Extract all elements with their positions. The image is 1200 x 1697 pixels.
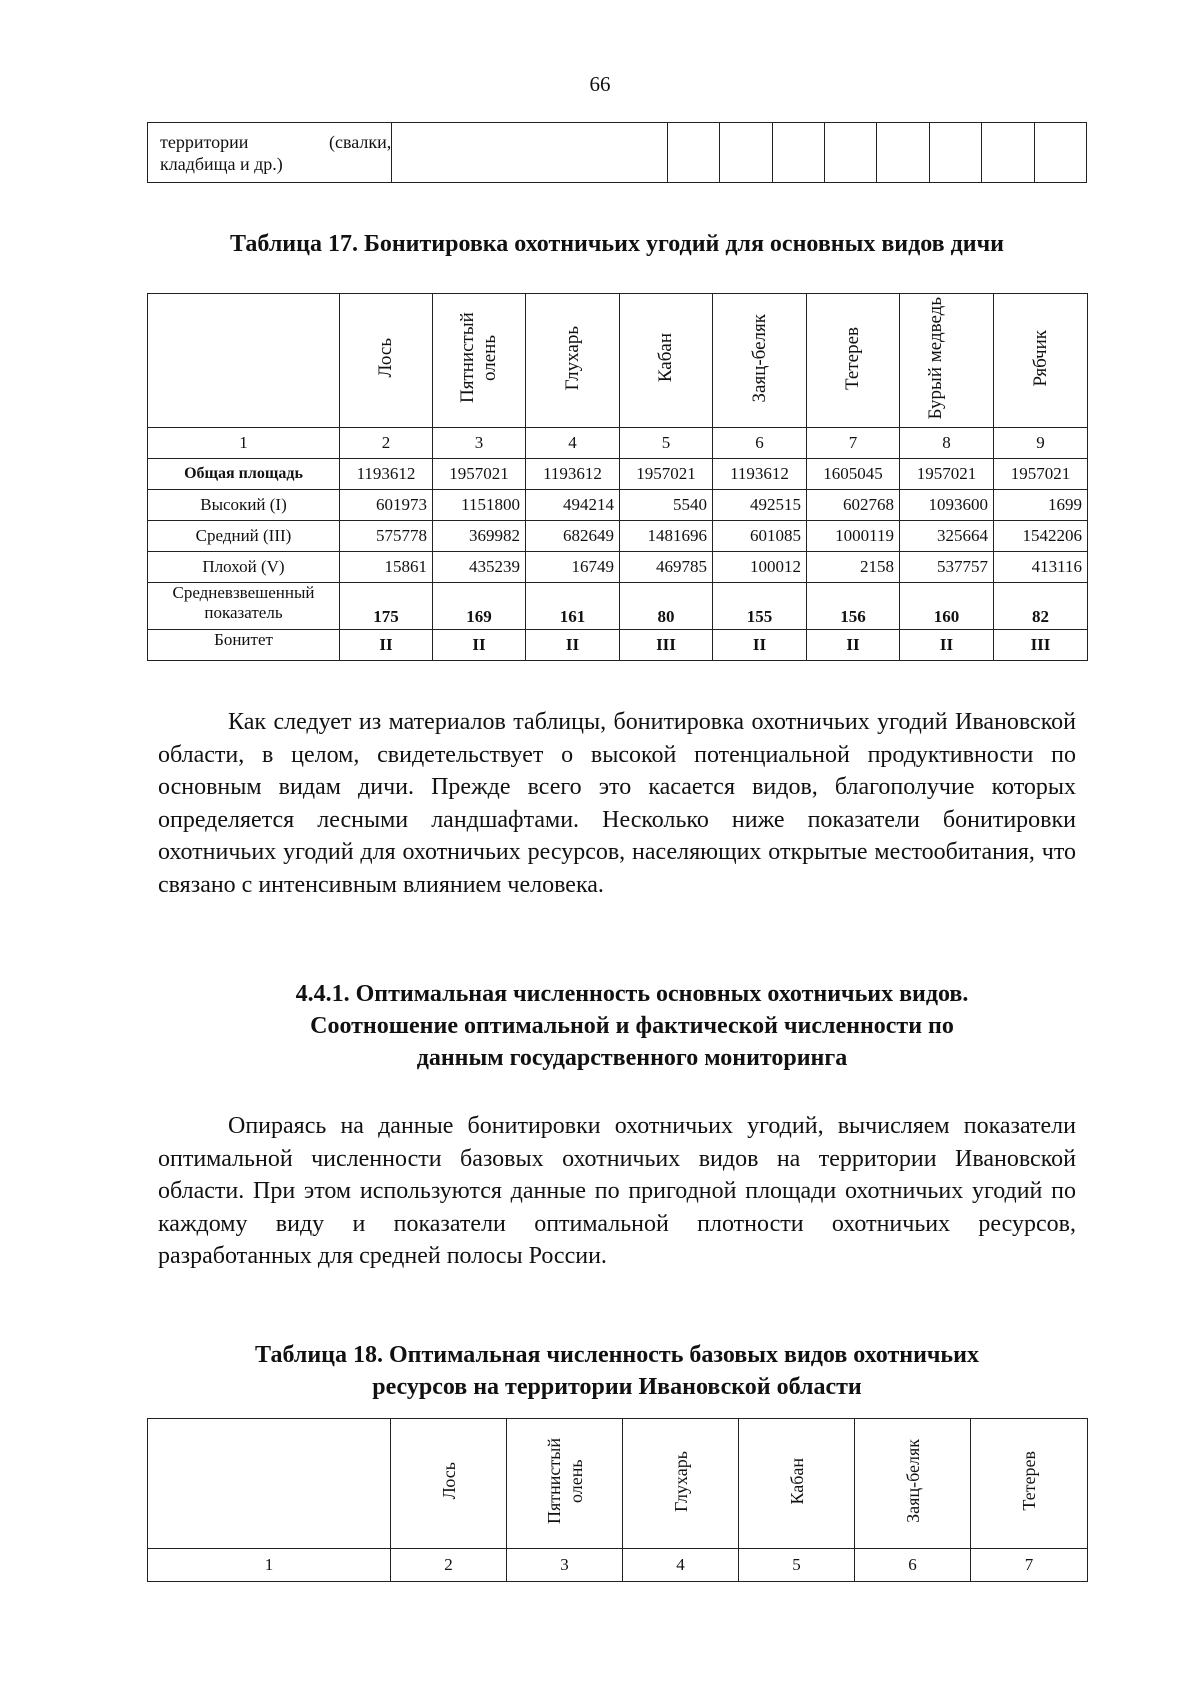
table17-corner-cell [148, 294, 340, 428]
table-cell: 601085 [713, 521, 807, 552]
table-cell: 1605045 [807, 459, 900, 490]
table-cell: 80 [620, 583, 713, 630]
col-number: 2 [340, 428, 433, 459]
table-cell: 160 [900, 583, 994, 630]
table-cell [772, 123, 824, 183]
table-cell: 155 [713, 583, 807, 630]
table-cell: II [340, 630, 433, 661]
table-cell: II [713, 630, 807, 661]
table18-header-olen: Пятнистый олень [507, 1419, 623, 1549]
page-number: 66 [589, 72, 611, 96]
table-cell: 1542206 [994, 521, 1088, 552]
table17-header-kaban: Кабан [620, 294, 713, 428]
table-cell [929, 123, 981, 183]
table-cell: II [526, 630, 620, 661]
paragraph-method: Опираясь на данные бонитировки охотничьих угодий, вычисляем показатели оптимальной численности базовых охотничьих видов на территории Ивановской области. При этом используются данные по пригодной площади охотничьих угодий по каждому виду и показатели оптимальной плотности охотничьих ресурсов, разработанных для средней полосы России. [158, 1113, 1076, 1269]
row-label: Средний (III) [148, 521, 340, 552]
col-number: 8 [900, 428, 994, 459]
table-cell: 5540 [620, 490, 713, 521]
table18-caption-line2: ресурсов на территории Ивановской области [372, 1374, 862, 1400]
row-label: Плохой (V) [148, 552, 340, 583]
table-cell: 1481696 [620, 521, 713, 552]
col-number: 4 [526, 428, 620, 459]
col-number: 7 [971, 1549, 1088, 1582]
table17-header-olen: Пятнистый олень [433, 294, 526, 428]
section-heading-line1: 4.4.1. Оптимальная численность основных охотничьих видов. [295, 981, 969, 1007]
table-cell: 15861 [340, 552, 433, 583]
table-cell: 602768 [807, 490, 900, 521]
table-row [148, 583, 1088, 630]
table-cell: 156 [807, 583, 900, 630]
table-cell: 1193612 [526, 459, 620, 490]
table-cell: 1000119 [807, 521, 900, 552]
col-number: 5 [739, 1549, 855, 1582]
table-cell [982, 123, 1034, 183]
table18-header-glukhar: Глухарь [623, 1419, 739, 1549]
table-cell: 469785 [620, 552, 713, 583]
row-label: Общая площадь [148, 459, 340, 490]
table-cell: 575778 [340, 521, 433, 552]
table18 [147, 1418, 1088, 1582]
table-cell: 1957021 [994, 459, 1088, 490]
table-cell [1034, 123, 1086, 183]
col-number: 7 [807, 428, 900, 459]
table-cell: 494214 [526, 490, 620, 521]
table-cell [877, 123, 929, 183]
table-cell: II [807, 630, 900, 661]
col-number: 5 [620, 428, 713, 459]
table-row [148, 521, 1088, 552]
col-number: 6 [855, 1549, 971, 1582]
table-cell: 161 [526, 583, 620, 630]
table-cell [392, 123, 668, 183]
row-label: Средневзвешенный показатель [148, 583, 340, 630]
table-cell: 413116 [994, 552, 1088, 583]
table-row [148, 490, 1088, 521]
table17-header-medved: Бурый медведь [900, 294, 994, 428]
table18-header-zayats: Заяц-беляк [855, 1419, 971, 1549]
table-row [148, 630, 1088, 661]
table-cell: 492515 [713, 490, 807, 521]
table17-caption: Таблица 17. Бонитировка охотничьих угодий для основных видов дичи [230, 231, 1004, 257]
table-cell: III [620, 630, 713, 661]
table18-caption [147, 1339, 1087, 1403]
table-cell [825, 123, 877, 183]
table-cell: 682649 [526, 521, 620, 552]
col-number: 2 [391, 1549, 507, 1582]
row-label: Бонитет [148, 630, 340, 661]
col-number: 1 [148, 1549, 391, 1582]
col-number: 9 [994, 428, 1088, 459]
table17-header-los: Лось [340, 294, 433, 428]
table-cell: 1699 [994, 490, 1088, 521]
table18-corner-cell [148, 1419, 391, 1549]
col-number: 4 [623, 1549, 739, 1582]
col-number: 1 [148, 428, 340, 459]
table-cell: 369982 [433, 521, 526, 552]
section-heading [147, 978, 1087, 1074]
table-cell: III [994, 630, 1088, 661]
table-cell: 82 [994, 583, 1088, 630]
table-cell [720, 123, 772, 183]
col-number: 3 [507, 1549, 623, 1582]
table-cell-label: территории (свалки, кладбища и др.) [148, 123, 392, 183]
table-cell: 1957021 [433, 459, 526, 490]
table-cell: 169 [433, 583, 526, 630]
previous-table-continuation [147, 122, 1087, 183]
table-cell: 1151800 [433, 490, 526, 521]
table18-header-kaban: Кабан [739, 1419, 855, 1549]
table17-header-ryabchik: Рябчик [994, 294, 1088, 428]
table-cell: II [900, 630, 994, 661]
col-number: 6 [713, 428, 807, 459]
table-cell: 435239 [433, 552, 526, 583]
table18-header-los: Лось [391, 1419, 507, 1549]
table-cell: 1093600 [900, 490, 994, 521]
table-cell: 1957021 [620, 459, 713, 490]
col-number: 3 [433, 428, 526, 459]
table-cell: 537757 [900, 552, 994, 583]
table-cell: II [433, 630, 526, 661]
table-cell: 1193612 [340, 459, 433, 490]
paragraph-conclusion: Как следует из материалов таблицы, бонитировка охотничьих угодий Ивановской области, в целом, свидетельствует о высокой потенциальной продуктивности по основным видам дичи. Прежде всего это касается видов, благополучие которых определяется лесными ландшафтами. Несколько ниже показатели бонитировки охотничьих угодий для охотничьих ресурсов, населяющих открытые местообитания, что связано с интенсивным влиянием человека. [158, 709, 1076, 898]
table-cell: 1957021 [900, 459, 994, 490]
table-cell [667, 123, 719, 183]
table17-header-glukhar: Глухарь [526, 294, 620, 428]
table-cell: 16749 [526, 552, 620, 583]
table-cell: 325664 [900, 521, 994, 552]
table17-header-zayats: Заяц-беляк [713, 294, 807, 428]
table-row [148, 459, 1088, 490]
table17 [147, 293, 1088, 661]
table-row [148, 552, 1088, 583]
section-heading-line3: данным государственного мониторинга [416, 1045, 848, 1071]
table-cell: 100012 [713, 552, 807, 583]
table17-header-teterev: Тетерев [807, 294, 900, 428]
table18-caption-line1: Таблица 18. Оптимальная численность базовых видов охотничьих [255, 1342, 979, 1368]
table-cell: 601973 [340, 490, 433, 521]
table-cell: 1193612 [713, 459, 807, 490]
table-cell: 2158 [807, 552, 900, 583]
table-cell: 175 [340, 583, 433, 630]
section-heading-line2: Соотношение оптимальной и фактической численности по [310, 1013, 954, 1039]
table18-header-teterev: Тетерев [971, 1419, 1088, 1549]
row-label: Высокий (I) [148, 490, 340, 521]
